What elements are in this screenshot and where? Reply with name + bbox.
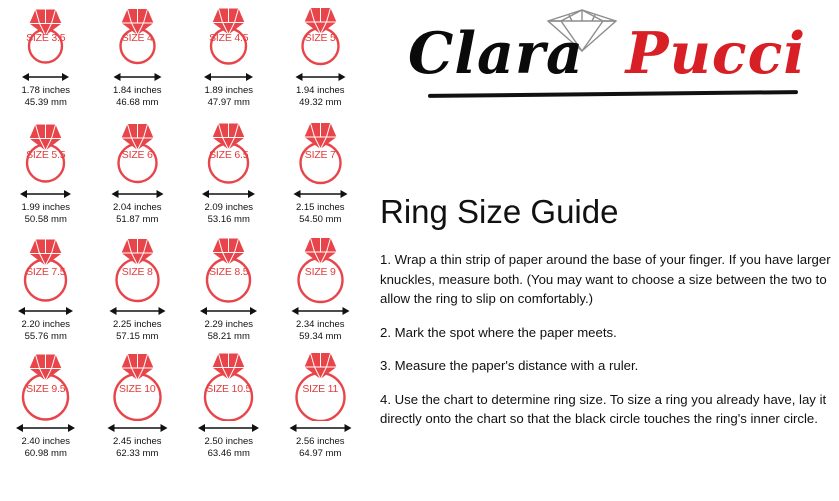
ring-size-chart [0,0,366,501]
ring-illustration [0,117,91,187]
instruction-step: 3. Measure the paper's distance with a ruler. [380,358,639,373]
instruction-step: 1. Wrap a thin strip of paper around the base of your finger. If you have larger knuckles, measure both. (You may want to choose a size between the two to allow the ring to slip on comfortably.) [380,252,831,306]
diameter-arrow [0,304,91,318]
ring-measurement-mm: 54.50 mm [299,213,342,225]
ring-measurement-inches: 2.34 inches [295,319,345,330]
ring-measurement-mm: 59.34 mm [299,330,342,342]
ring-measurement-mm: 45.39 mm [24,96,67,108]
diameter-arrow [92,70,183,84]
ring-measurement-inches: 2.25 inches [112,319,162,330]
ring-measurement [113,436,162,459]
ring-illustration [92,117,183,187]
ring-measurement-mm: 60.98 mm [24,447,67,459]
ring-size-label: SIZE 9 [304,266,336,278]
ring-measurement [113,319,162,342]
ring-measurement [296,319,345,342]
ring-measurement [296,202,345,225]
ring-measurement-mm: 53.16 mm [207,213,250,225]
right-panel [372,0,839,501]
brand-underline [428,90,798,98]
ring-size-label: SIZE 4 [121,32,153,44]
ring-size-label: SIZE 5 [304,32,336,44]
ring-measurement [113,85,162,108]
ring-measurement-inches: 2.56 inches [295,436,345,447]
ring-size-label: SIZE 8.5 [209,266,249,278]
ring-measurement-mm: 64.97 mm [299,447,342,459]
ring-size-cell [92,0,184,117]
ring-measurement-inches: 2.40 inches [21,436,71,447]
diameter-arrow [275,70,366,84]
ring-measurement [21,319,70,342]
diameter-arrow [0,187,91,201]
ring-measurement [204,319,253,342]
ring-size-label: SIZE 6 [121,149,153,161]
ring-illustration [0,0,91,70]
ring-illustration [183,0,274,70]
ring-size-label: SIZE 4.5 [209,32,249,44]
diameter-arrow [0,70,91,84]
ring-measurement-mm: 49.32 mm [299,96,342,108]
brand-wordmark [382,20,832,87]
ring-size-label: SIZE 11 [302,383,339,395]
ring-illustration [275,234,366,304]
ring-measurement [21,436,70,459]
ring-size-label: SIZE 9.5 [26,383,66,395]
ring-size-cell [92,234,184,351]
ring-size-cell [275,234,367,351]
ring-size-cell [275,117,367,234]
ring-row [0,234,366,351]
brand-logo [382,4,832,102]
ring-measurement [113,202,162,225]
ring-measurement-inches: 2.04 inches [112,202,162,213]
diameter-arrow [92,187,183,201]
ring-illustration [92,234,183,304]
ring-measurement-mm: 51.87 mm [116,213,159,225]
ring-illustration [275,351,366,421]
ring-measurement-mm: 55.76 mm [24,330,67,342]
ring-illustration [92,0,183,70]
ring-row [0,117,366,234]
ring-size-cell [275,351,367,468]
ring-measurement [296,436,345,459]
ring-size-cell [183,234,275,351]
diameter-arrow [92,421,183,435]
ring-illustration [183,234,274,304]
ring-size-label: SIZE 10.5 [206,383,252,395]
ring-measurement-mm: 50.58 mm [24,213,67,225]
ring-measurement [21,85,70,108]
ring-measurement [204,202,253,225]
ring-illustration [0,234,91,304]
ring-size-label: SIZE 10 [118,383,156,395]
ring-measurement [204,436,253,459]
ring-measurement-inches: 1.89 inches [204,85,254,96]
ring-size-cell [92,351,184,468]
ring-size-cell [183,117,275,234]
ring-measurement-mm: 47.97 mm [207,96,250,108]
ring-measurement-inches: 2.29 inches [204,319,254,330]
diameter-arrow [183,70,274,84]
ring-size-cell [0,234,92,351]
ring-measurement-mm: 62.33 mm [116,447,159,459]
ring-row [0,351,366,468]
ring-measurement-mm: 57.15 mm [116,330,159,342]
ring-size-cell [92,117,184,234]
ring-size-cell [0,117,92,234]
diameter-arrow [183,421,274,435]
ring-illustration [183,351,274,421]
ring-size-label: SIZE 8 [121,266,153,278]
diameter-arrow [275,187,366,201]
ring-measurement-inches: 2.45 inches [112,436,162,447]
ring-size-label: SIZE 7.5 [26,266,66,278]
ring-illustration [92,351,183,421]
page-title: Ring Size Guide [380,193,619,230]
ring-measurement-inches: 1.84 inches [112,85,162,96]
ring-size-label: SIZE 7 [304,149,336,161]
ring-measurement-mm: 46.68 mm [116,96,159,108]
diameter-arrow [92,304,183,318]
ring-size-cell [0,351,92,468]
ring-size-cell [183,351,275,468]
ring-illustration [183,117,274,187]
ring-measurement-inches: 2.15 inches [295,202,345,213]
ring-measurement-inches: 1.78 inches [21,85,71,96]
ring-measurement-mm: 63.46 mm [207,447,250,459]
instruction-step: 2. Mark the spot where the paper meets. [380,324,617,340]
diameter-arrow [275,304,366,318]
ring-measurement-mm: 58.21 mm [207,330,250,342]
ring-size-label: SIZE 6.5 [209,149,249,161]
ring-measurement-inches: 2.09 inches [204,202,254,213]
instruction-step: 4. Use the chart to determine ring size. To size a ring you already have, lay it directly onto the chart so that the black circle touches the ring's inner circle. [380,391,827,426]
ring-size-cell [0,0,92,117]
ring-measurement [21,202,70,225]
ring-measurement-inches: 1.99 inches [21,202,71,213]
ring-illustration [275,117,366,187]
brand-name-second: Pucci [625,20,806,87]
ring-measurement-inches: 2.50 inches [204,436,254,447]
ring-measurement [204,85,253,108]
diameter-arrow [0,421,91,435]
diameter-arrow [275,421,366,435]
ring-illustration [275,0,366,70]
ring-measurement-inches: 2.20 inches [21,319,71,330]
ring-size-cell [275,0,367,117]
ring-size-label: SIZE 5.5 [26,149,66,161]
diameter-arrow [183,187,274,201]
ring-size-label: SIZE 3.5 [26,32,66,44]
ring-measurement [296,85,345,108]
ring-measurement-inches: 1.94 inches [295,85,345,96]
ring-row [0,0,366,117]
ring-illustration [0,351,91,421]
ring-size-cell [183,0,275,117]
brand-name-first: Clara [408,20,584,87]
instructions-list [380,250,832,443]
diameter-arrow [183,304,274,318]
